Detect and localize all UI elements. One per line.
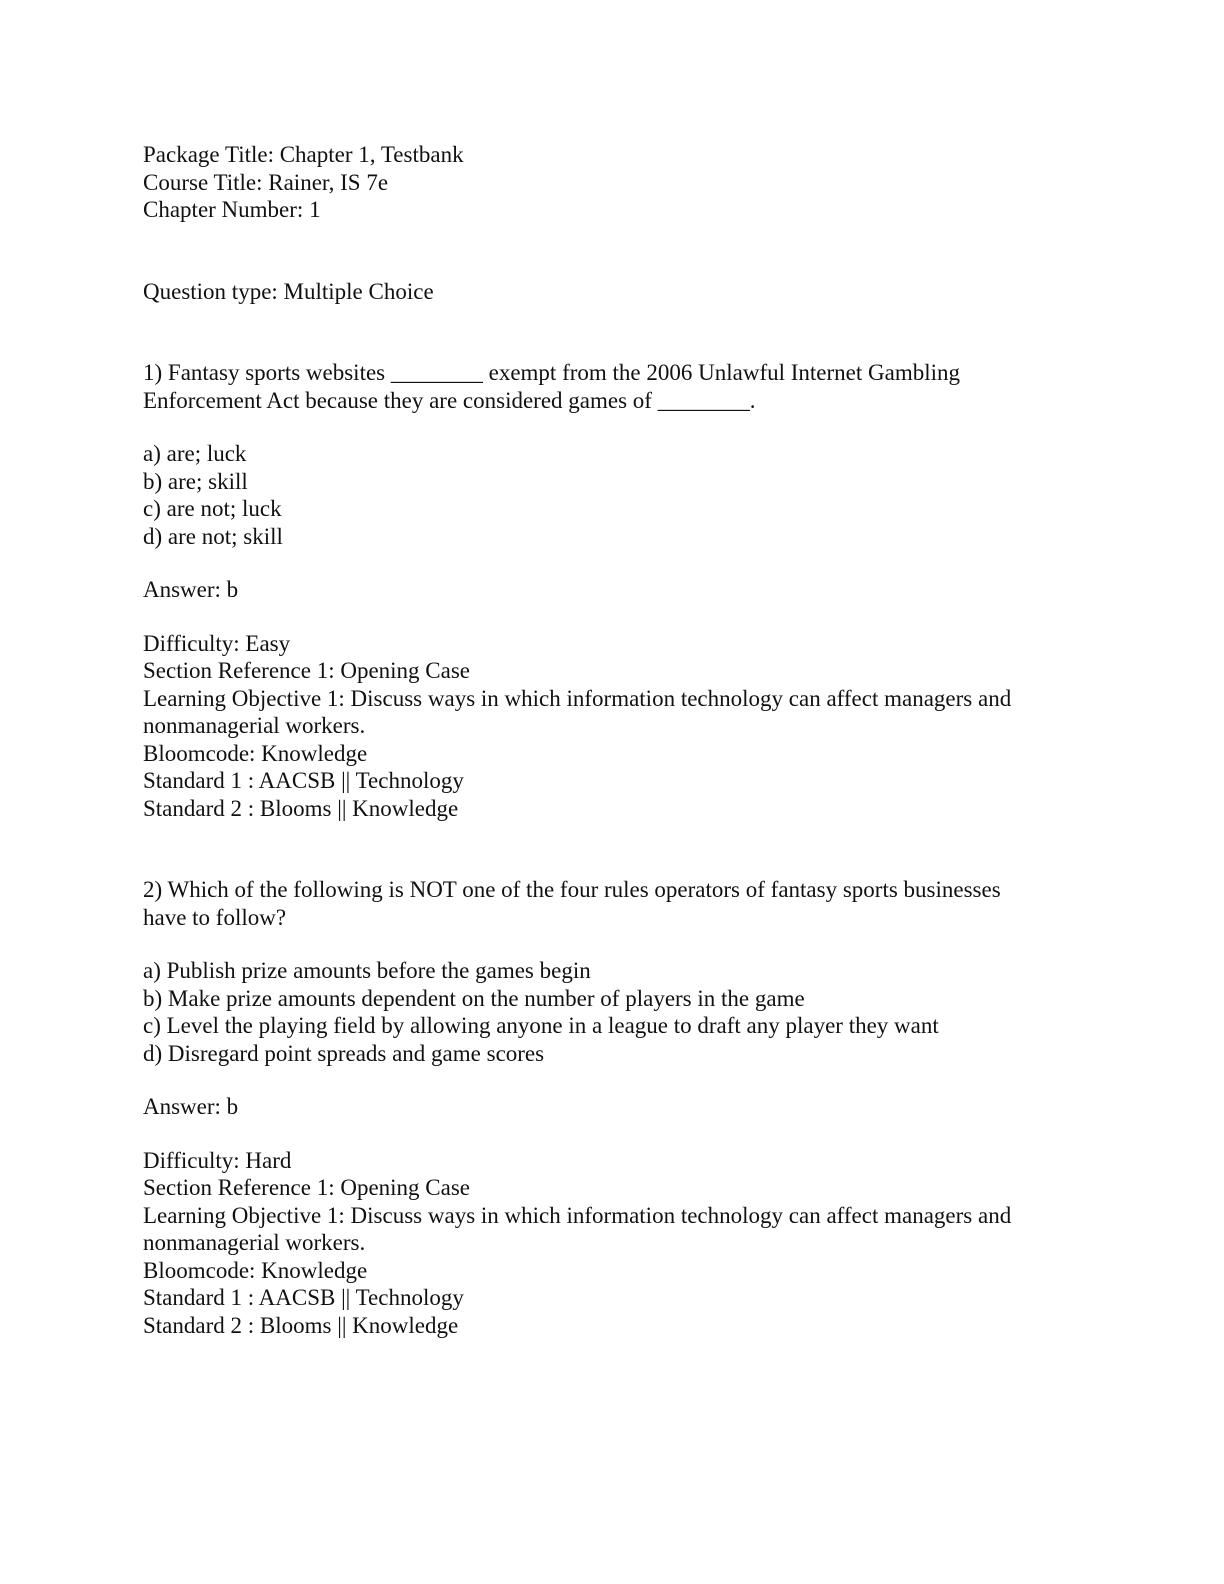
learning-objective-continued: nonmanagerial workers.	[143, 1230, 366, 1255]
section-reference: Section Reference 1: Opening Case	[143, 1175, 470, 1200]
question-block-1	[143, 359, 1063, 822]
difficulty: Difficulty: Easy	[143, 630, 291, 656]
option-d: d) are not; skill	[143, 523, 283, 549]
answer-options	[143, 440, 1063, 550]
option-a: a) are; luck	[143, 441, 247, 466]
difficulty: Difficulty: Hard	[143, 1147, 292, 1173]
option-a: a) Publish prize amounts before the games begin	[143, 958, 591, 983]
learning-objective-continued: nonmanagerial workers.	[143, 713, 366, 738]
option-c: c) Level the playing field by allowing anyone in a league to draft any player they want	[143, 1013, 939, 1038]
standard-2: Standard 2 : Blooms || Knowledge	[143, 1312, 459, 1338]
section-reference: Section Reference 1: Opening Case	[143, 658, 470, 683]
option-b: b) are; skill	[143, 468, 248, 494]
chapter-number: Chapter Number: 1	[143, 197, 321, 222]
option-c: c) are not; luck	[143, 496, 282, 521]
answer-options	[143, 957, 1063, 1067]
option-d: d) Disregard point spreads and game scores	[143, 1040, 545, 1066]
package-title: Package Title: Chapter 1, Testbank	[143, 142, 464, 167]
standard-1: Standard 1 : AACSB || Technology	[143, 1285, 464, 1310]
standard-2: Standard 2 : Blooms || Knowledge	[143, 795, 459, 821]
document-header	[143, 141, 1063, 224]
question-metadata	[143, 1147, 1063, 1340]
learning-objective: Learning Objective 1: Discuss ways in which information technology can affect managers and	[143, 1202, 1012, 1228]
learning-objective: Learning Objective 1: Discuss ways in which information technology can affect managers and	[143, 685, 1012, 711]
answer: Answer: b	[143, 577, 239, 602]
question-stem-line: have to follow?	[143, 904, 287, 930]
question-stem-line: 2) Which of the following is NOT one of the four rules operators of fantasy sports businesses	[143, 877, 1001, 902]
question-metadata	[143, 630, 1063, 823]
option-b: b) Make prize amounts dependent on the number of players in the game	[143, 985, 805, 1011]
answer: Answer: b	[143, 1094, 239, 1119]
question-stem-line: 1) Fantasy sports websites ________ exempt from the 2006 Unlawful Internet Gambling	[143, 360, 960, 385]
question-type: Question type: Multiple Choice	[143, 278, 434, 304]
question-stem-line: Enforcement Act because they are considered games of ________.	[143, 387, 756, 413]
document-page	[143, 141, 1063, 1339]
bloomcode: Bloomcode: Knowledge	[143, 1257, 368, 1283]
course-title: Course Title: Rainer, IS 7e	[143, 169, 389, 195]
standard-1: Standard 1 : AACSB || Technology	[143, 768, 464, 793]
bloomcode: Bloomcode: Knowledge	[143, 740, 368, 766]
question-block-2	[143, 876, 1063, 1339]
